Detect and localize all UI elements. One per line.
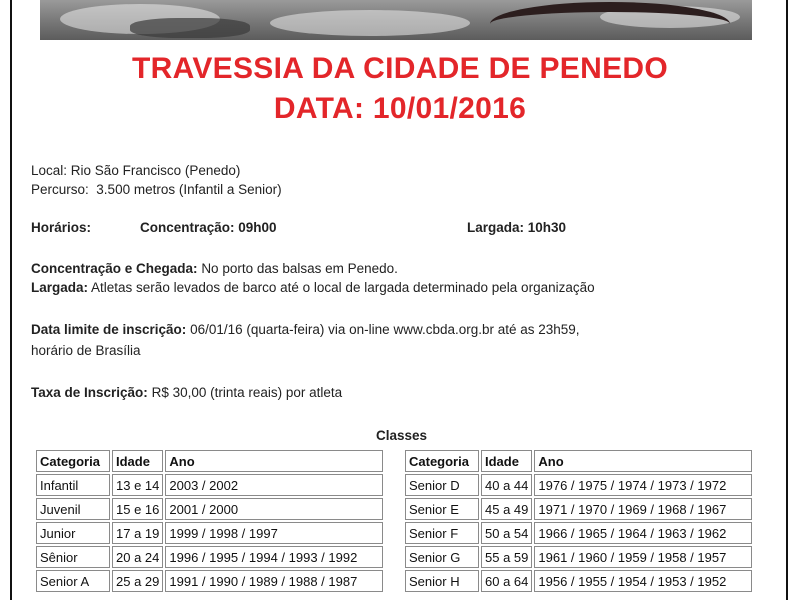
table-row bbox=[405, 474, 752, 496]
ano-cell: 1966 / 1965 / 1964 / 1963 / 1962 bbox=[534, 522, 752, 544]
idade-cell: 60 a 64 bbox=[481, 570, 532, 592]
ano-cell: 2003 / 2002 bbox=[165, 474, 383, 496]
categoria-cell: Senior F bbox=[405, 522, 479, 544]
page-title: TRAVESSIA DA CIDADE DE PENEDO bbox=[132, 52, 668, 85]
horarios-label: Horários: bbox=[31, 220, 92, 235]
table-row bbox=[405, 546, 752, 568]
taxa-value: R$ 30,00 (trinta reais) por atleta bbox=[151, 385, 343, 400]
header-ano: Ano bbox=[165, 450, 383, 472]
idade-cell: 40 a 44 bbox=[481, 474, 532, 496]
table-row bbox=[36, 546, 383, 568]
categoria-cell: Juvenil bbox=[36, 498, 110, 520]
percurso-value: 3.500 metros (Infantil a Senior) bbox=[96, 182, 282, 197]
inscricao-value: 06/01/16 (quarta-feira) via on-line www.cbda.org.br até as 23h59, bbox=[190, 322, 580, 337]
idade-cell: 13 e 14 bbox=[112, 474, 163, 496]
swimmer-photo bbox=[40, 0, 752, 40]
table-row bbox=[405, 570, 752, 592]
taxa-label: Taxa de Inscrição: bbox=[31, 385, 148, 400]
ano-cell: 1996 / 1995 / 1994 / 1993 / 1992 bbox=[165, 546, 383, 568]
ano-cell: 1971 / 1970 / 1969 / 1968 / 1967 bbox=[534, 498, 752, 520]
table-row bbox=[36, 522, 383, 544]
concentracao-chegada-line bbox=[31, 261, 398, 276]
idade-cell: 15 e 16 bbox=[112, 498, 163, 520]
header-categoria: Categoria bbox=[36, 450, 110, 472]
ano-cell: 2001 / 2000 bbox=[165, 498, 383, 520]
table-row bbox=[405, 522, 752, 544]
largada-line bbox=[31, 280, 595, 295]
header-idade: Idade bbox=[112, 450, 163, 472]
categoria-cell: Senior G bbox=[405, 546, 479, 568]
table-header-row bbox=[36, 450, 383, 472]
table-row bbox=[36, 498, 383, 520]
idade-cell: 20 a 24 bbox=[112, 546, 163, 568]
ano-cell: 1956 / 1955 / 1954 / 1953 / 1952 bbox=[534, 570, 752, 592]
table-row bbox=[405, 498, 752, 520]
local-value: Rio São Francisco (Penedo) bbox=[70, 163, 241, 178]
idade-cell: 50 a 54 bbox=[481, 522, 532, 544]
categoria-cell: Sênior bbox=[36, 546, 110, 568]
ano-cell: 1999 / 1998 / 1997 bbox=[165, 522, 383, 544]
largada-time: Largada: 10h30 bbox=[467, 220, 567, 235]
inscricao-label: Data limite de inscrição: bbox=[31, 322, 187, 337]
categoria-cell: Junior bbox=[36, 522, 110, 544]
percurso-label: Percurso: bbox=[31, 182, 89, 197]
classes-caption: Classes bbox=[376, 428, 428, 443]
percurso-line bbox=[31, 182, 282, 197]
categoria-cell: Senior E bbox=[405, 498, 479, 520]
taxa-line bbox=[31, 385, 342, 400]
ano-cell: 1961 / 1960 / 1959 / 1958 / 1957 bbox=[534, 546, 752, 568]
categoria-cell: Senior A bbox=[36, 570, 110, 592]
header-ano: Ano bbox=[534, 450, 752, 472]
concentracao-chegada-value: No porto das balsas em Penedo. bbox=[201, 261, 398, 276]
largada-value: Atletas serão levados de barco até o local de largada determinado pela organização bbox=[91, 280, 595, 295]
categoria-cell: Senior H bbox=[405, 570, 479, 592]
ano-cell: 1991 / 1990 / 1989 / 1988 / 1987 bbox=[165, 570, 383, 592]
table-row bbox=[36, 570, 383, 592]
classes-table-left bbox=[34, 448, 385, 594]
largada-label: Largada: bbox=[31, 280, 89, 295]
idade-cell: 25 a 29 bbox=[112, 570, 163, 592]
table-row bbox=[36, 474, 383, 496]
idade-cell: 55 a 59 bbox=[481, 546, 532, 568]
categoria-cell: Senior D bbox=[405, 474, 479, 496]
header-idade: Idade bbox=[481, 450, 532, 472]
inscricao-value-cont: horário de Brasília bbox=[31, 343, 141, 358]
idade-cell: 17 a 19 bbox=[112, 522, 163, 544]
table-header-row bbox=[405, 450, 752, 472]
ano-cell: 1976 / 1975 / 1974 / 1973 / 1972 bbox=[534, 474, 752, 496]
concentracao-time: Concentração: 09h00 bbox=[140, 220, 277, 235]
categoria-cell: Infantil bbox=[36, 474, 110, 496]
concentracao-chegada-label: Concentração e Chegada: bbox=[31, 261, 198, 276]
idade-cell: 45 a 49 bbox=[481, 498, 532, 520]
event-date: DATA: 10/01/2016 bbox=[273, 92, 527, 125]
local-label: Local: bbox=[31, 163, 68, 178]
classes-table-right bbox=[403, 448, 754, 594]
inscricao-line bbox=[31, 322, 580, 337]
header-categoria: Categoria bbox=[405, 450, 479, 472]
local-line bbox=[31, 163, 240, 178]
